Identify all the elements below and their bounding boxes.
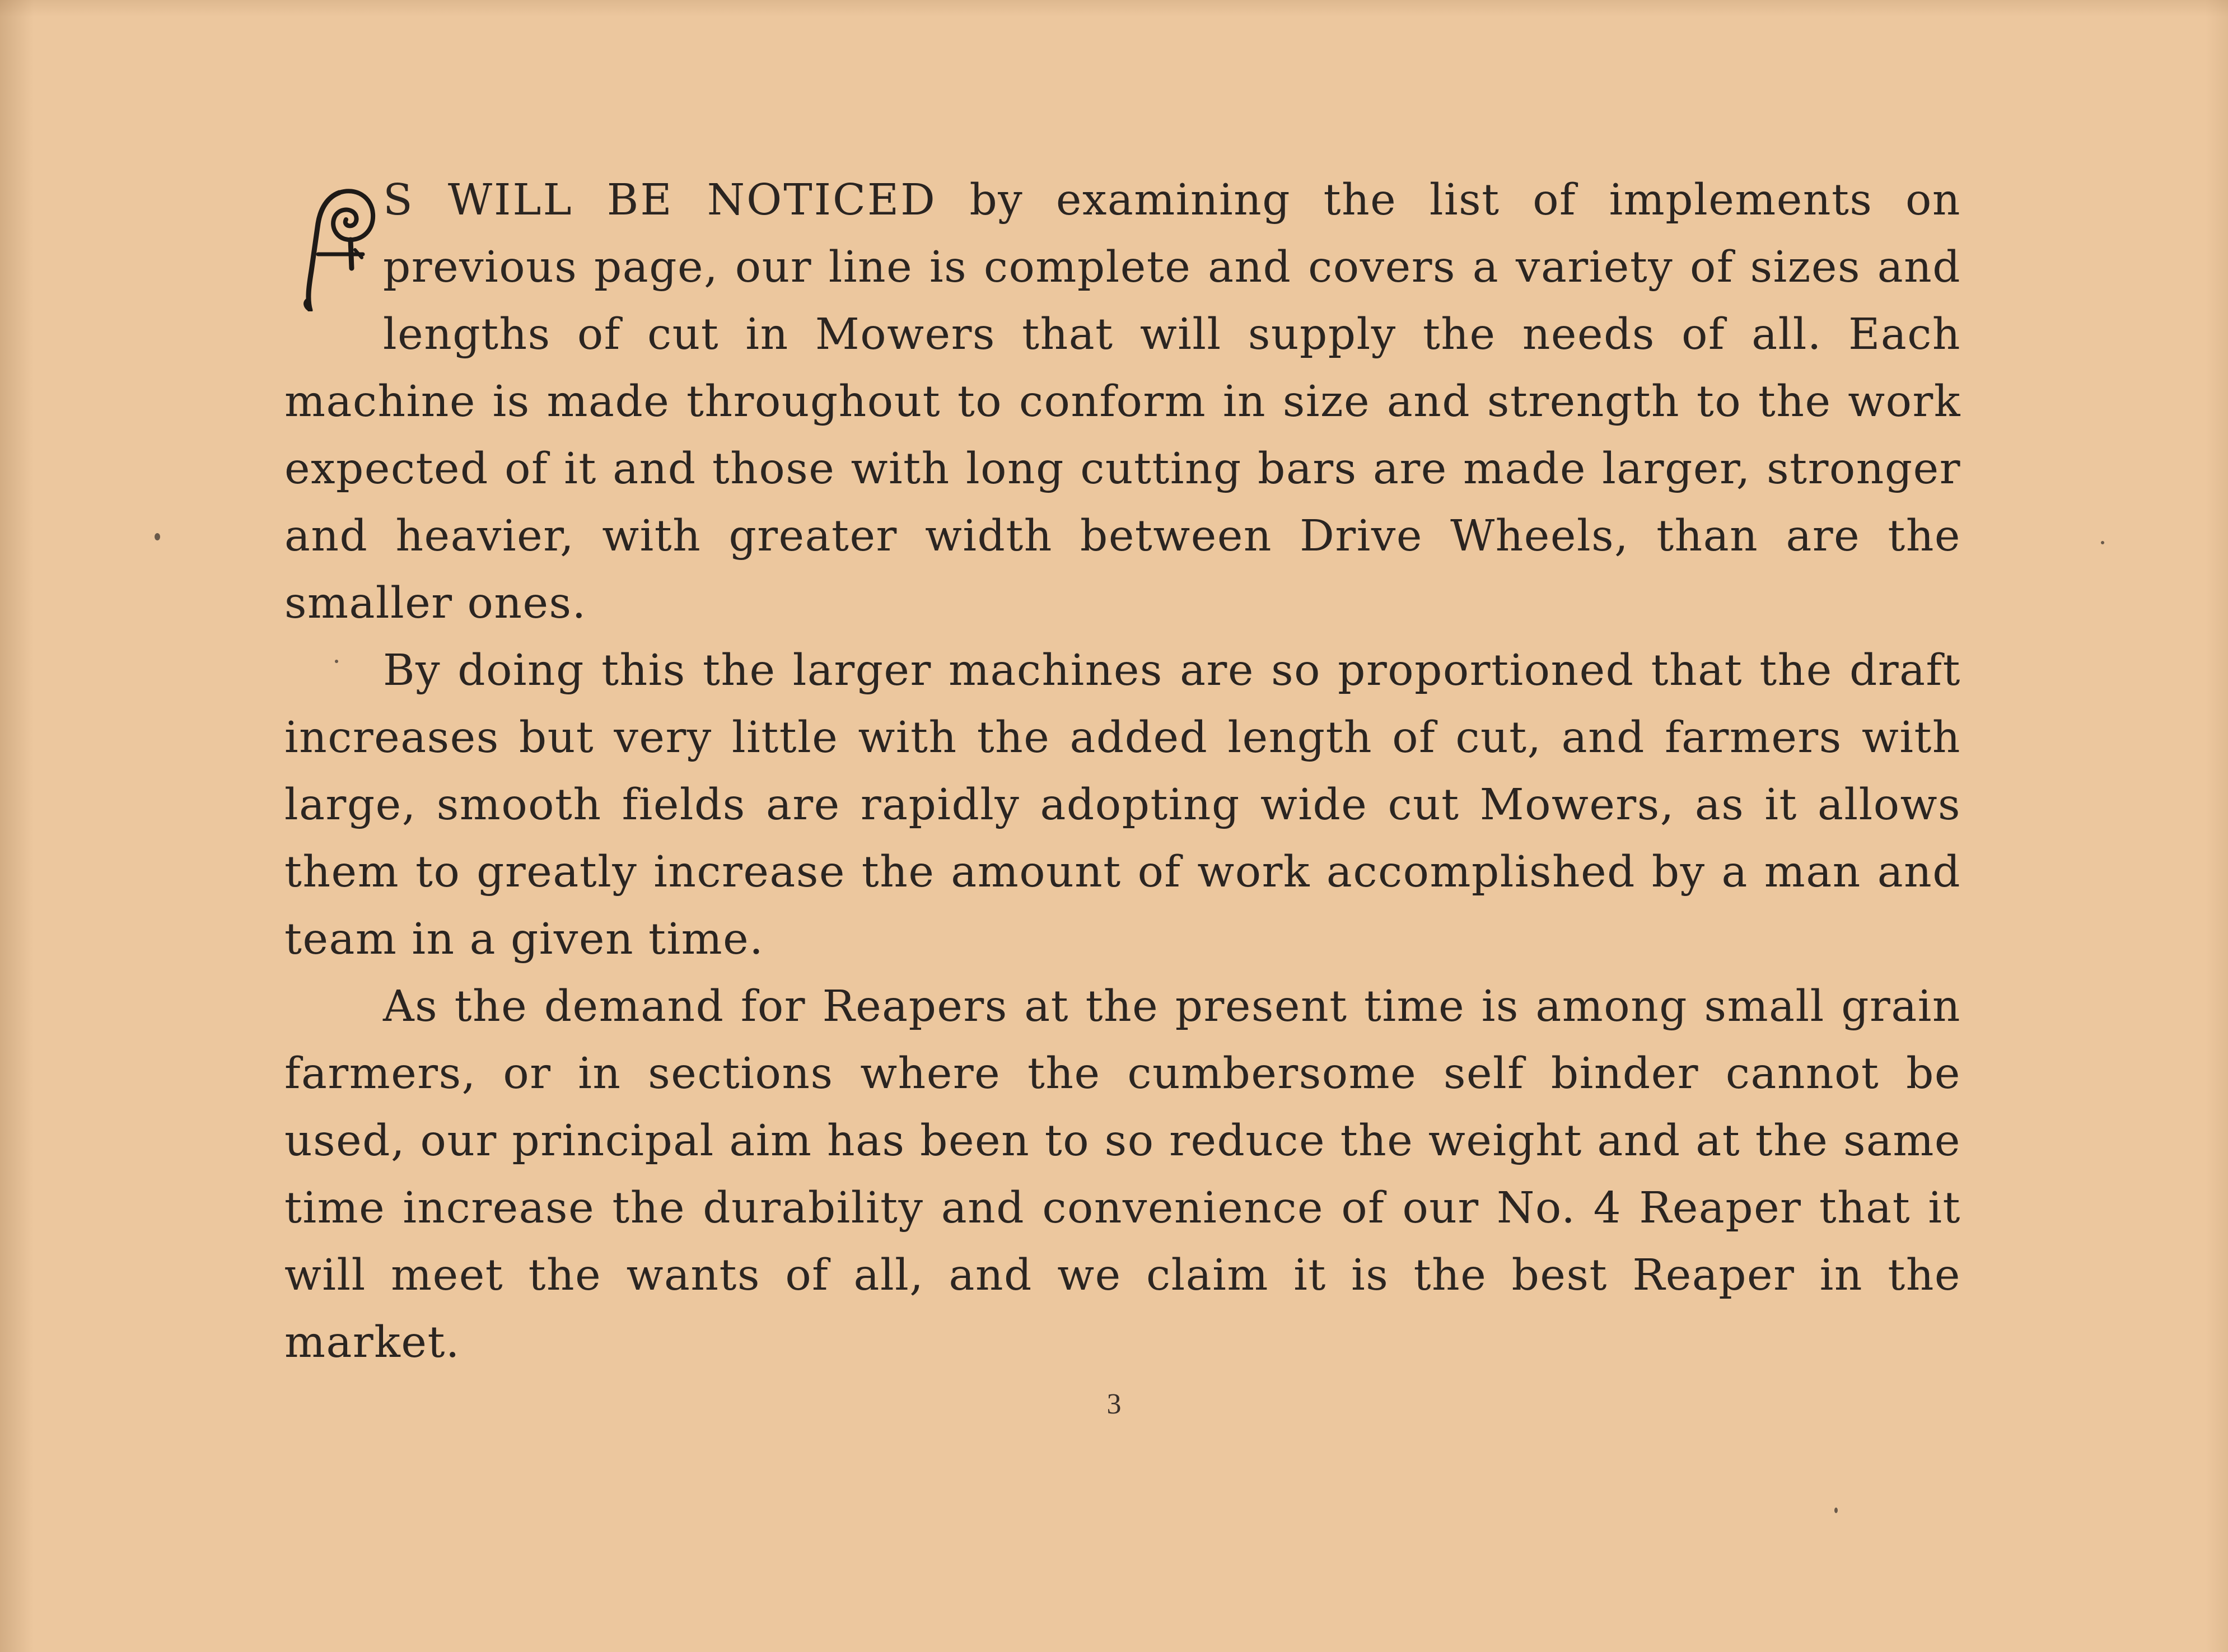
paragraph-1: [284, 167, 1961, 637]
page-number: 3: [1106, 1388, 1122, 1420]
paper-speck: [155, 533, 160, 540]
paragraph-3: As the demand for Reapers at the present time is among small grain farmers, or in sections where the cumbersome self binder cannot be used, our principal aim has been to so reduce the weight and at the same time increase the durability and convenience of our No. 4 Reaper that it will meet the wants of all, and we claim it is the best Reaper in the market.: [284, 982, 1961, 1368]
ornamental-dropcap-icon: [284, 170, 383, 305]
paper-speck: [1834, 1508, 1838, 1513]
paper-speck: [2101, 541, 2104, 544]
paragraph-2: By doing this the larger machines are so proportioned that the draft increases but very little with the added length of cut, and farmers with large, smooth fields are rapidly adopting wide cut Mowers, as it allows them to greatly increase the amount of work accomplished by a man and team in a given time.: [284, 646, 1961, 964]
paragraph-1-lead: S WILL BE NOTICED: [383, 175, 937, 225]
paper-speck: [335, 660, 338, 663]
paragraph-1-text: by examining the list of implements on previous page, our line is complete and covers a variety of sizes and lengths of cut in Mowers that will supply the needs of all. Each machine is made throughout to conform in size and strength to the work expected of it and those with long cutting bars are made larger, stronger and heavier, with greater width between Drive Wheels, than are the smaller ones.: [284, 175, 1961, 628]
body-text: [284, 167, 1961, 1376]
